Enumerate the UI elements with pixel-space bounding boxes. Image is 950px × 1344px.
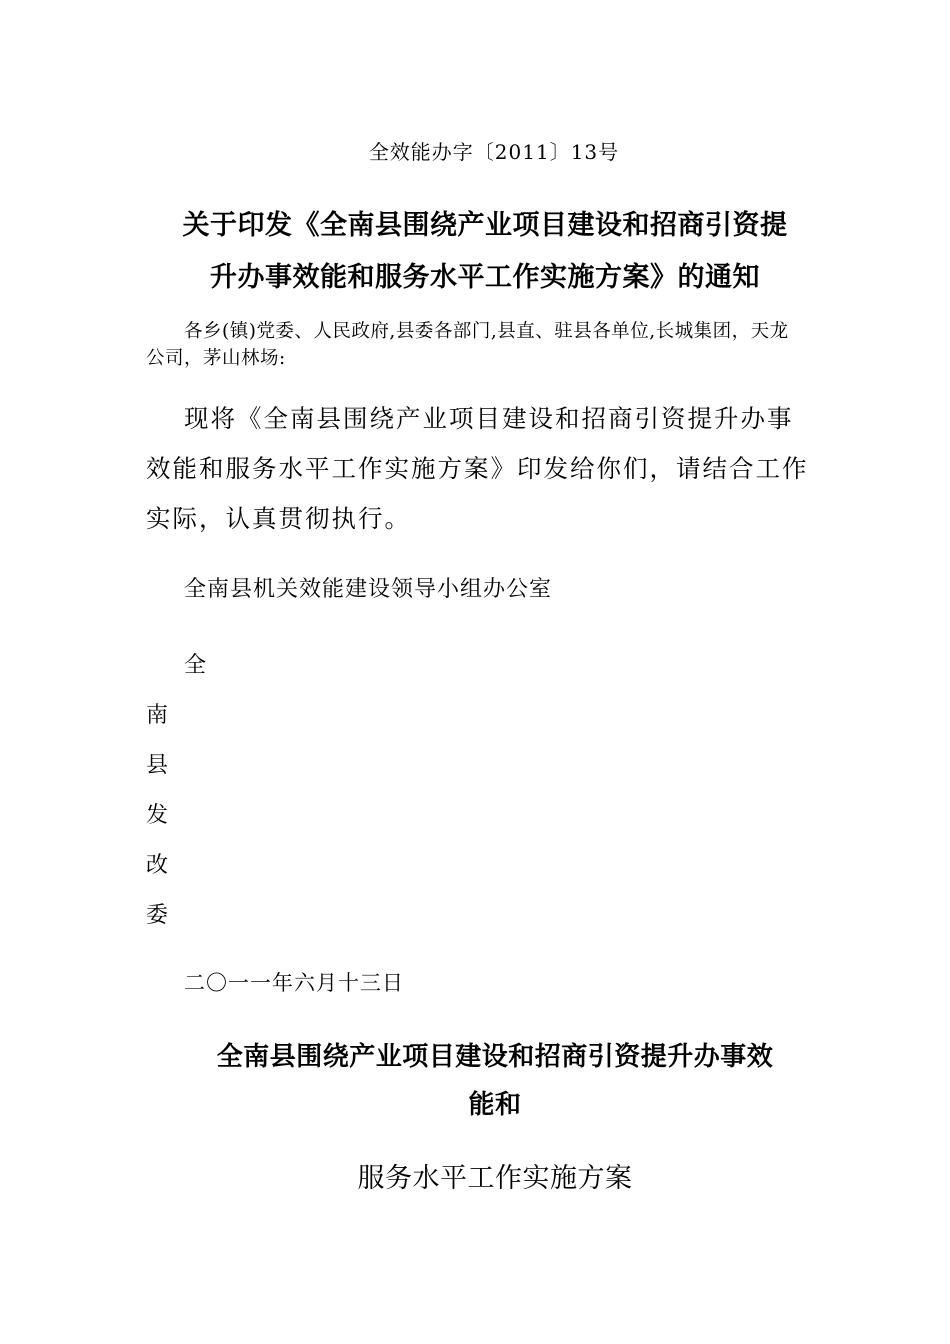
recipients-list: 各乡(镇)党委、人民政府,县委各部门,县直、驻县各单位,长城集团，天龙公司，茅山林场:	[146, 321, 789, 369]
document-number: 全效能办字〔2011〕13号	[368, 140, 620, 164]
signature-char: 县	[146, 753, 169, 778]
plan-title-line-2: 能和	[468, 1090, 522, 1120]
signature-office: 全南县机关效能建设领导小组办公室	[184, 577, 553, 602]
plan-title-line-3: 服务水平工作实施方案	[357, 1163, 633, 1194]
notice-title-line-2: 升办事效能和服务水平工作实施方案》的通知	[210, 262, 760, 293]
signature-char: 全	[184, 653, 207, 678]
signature-char: 南	[146, 703, 169, 728]
issue-date: 二〇一一年六月十三日	[184, 971, 404, 995]
signature-char: 发	[146, 803, 169, 828]
signature-char: 委	[146, 903, 169, 928]
notice-title-line-1: 关于印发《全南县围绕产业项目建设和招商引资提	[182, 210, 788, 241]
notice-body-paragraph: 现将《全南县围绕产业项目建设和招商引资提升办事效能和服务水平工作实施方案》印发给你们，请结合工作实际，认真贯彻执行。	[146, 404, 809, 533]
signature-char: 改	[146, 853, 169, 878]
plan-title-line-1: 全南县围绕产业项目建设和招商引资提升办事效	[216, 1042, 774, 1072]
